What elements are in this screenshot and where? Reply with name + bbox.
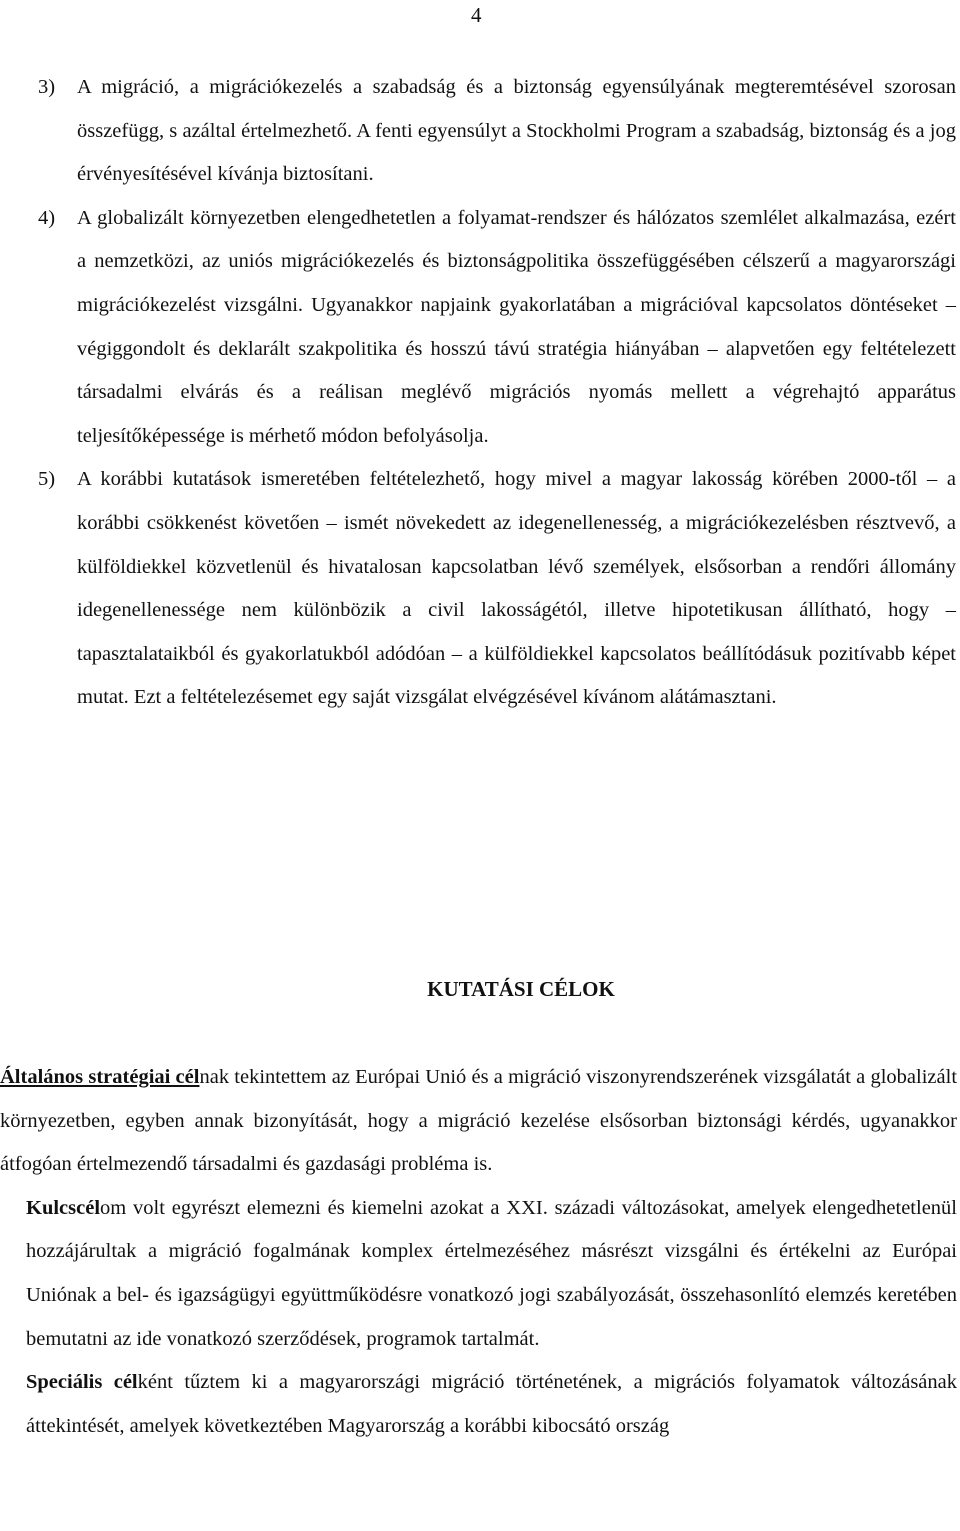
list-item-number: 3) [38, 76, 56, 98]
hypotheses-list [38, 66, 956, 720]
key-goal-lead: Kulcscél [26, 1196, 101, 1219]
page-number: 4 [471, 3, 482, 27]
general-goal-paragraph [0, 1056, 957, 1187]
special-goal-lead: Speciális cél [26, 1371, 138, 1394]
special-goal-text: ként tűztem ki a magyarországi migráció történetének, a migrációs folyamatok változásának áttekintését, amelyek következtében Magyarország a korábbi kibocsátó ország [26, 1371, 957, 1437]
list-item-number: 4) [38, 206, 56, 229]
list-item [38, 458, 956, 720]
list-item [38, 197, 956, 459]
research-goals [0, 1056, 957, 1448]
list-item-text: A globalizált környezetben elengedhetetlen a folyamat-rendszer és hálózatos szemlélet alkalmazása, ezért a nemzetközi, az uniós migrációkezelés és biztonságpolitika összefüggésében célszerű a magyarországi migrációkezelést vizsgálni. Ugyanakkor napjaink gyakorlatában a migrációval kapcsolatos döntéseket – végiggondolt és deklarált szakpolitika és hosszú távú stratégia hiányában – alapvetően egy feltételezett társadalmi elvárás és a reálisan meglévő migrációs nyomás mellett a végrehajtó apparátus teljesítőképessége is mérhető módon befolyásolja. [77, 206, 956, 447]
key-goal-paragraph [0, 1187, 957, 1361]
list-item-text: A migráció, a migrációkezelés a szabadság és a biztonság egyensúlyának megteremtésével szorosan összefügg, s azáltal értelmezhető. A fenti egyensúlyt a Stockholmi Program a szabadság, biztonság és a jog érvényesítésével kívánja biztosítani. [77, 76, 956, 186]
special-goal-paragraph [0, 1361, 957, 1448]
list-item-text: A korábbi kutatások ismeretében feltételezhető, hogy mivel a magyar lakosság körében 2000-től – a korábbi csökkenést követően – ismét növekedett az idegenellenesség, a migrációkezelésben résztvevő, a külföldiekkel közvetlenül és hivatalosan kapcsolatban lévő személyek, elsősorban a rendőri állomány idegenellenessége nem különbözik a civil lakosságétól, illetve hipotetikusan állítható, hogy – tapasztalataikból és gyakorlatukból adódóan – a külföldiekkel kapcsolatos beállítódásuk pozitívabb képet mutat. Ezt a feltételezésemet egy saját vizsgálat elvégzésével kívánom alátámasztani. [77, 468, 956, 709]
general-goal-lead: Általános stratégiai cél [0, 1066, 200, 1088]
key-goal-text: om volt egyrészt elemezni és kiemelni azokat a XXI. századi változásokat, amelyek elengedhetetlenül hozzájárultak a migráció fogalmának komplex értelmezéséhez másrészt vizsgálni és értékelni az Európai Uniónak a bel- és igazságügyi együttműködésre vonatkozó jogi szabályozását, összehasonlító elemzés keretében bemutatni az ide vonatkozó szerződések, programok tartalmát. [26, 1196, 957, 1350]
list-item-number: 5) [38, 468, 56, 491]
list-item [38, 66, 956, 197]
general-goal-text: nak tekintettem az Európai Unió és a migráció viszonyrendszerének vizsgálatát a globalizált környezetben, egyben annak bizonyítását, hogy a migráció kezelése elsősorban biztonsági kérdés, ugyanakkor átfogóan értelmezendő társadalmi és gazdasági probléma is. [0, 1066, 958, 1176]
section-heading: KUTATÁSI CÉLOK [427, 977, 615, 1001]
